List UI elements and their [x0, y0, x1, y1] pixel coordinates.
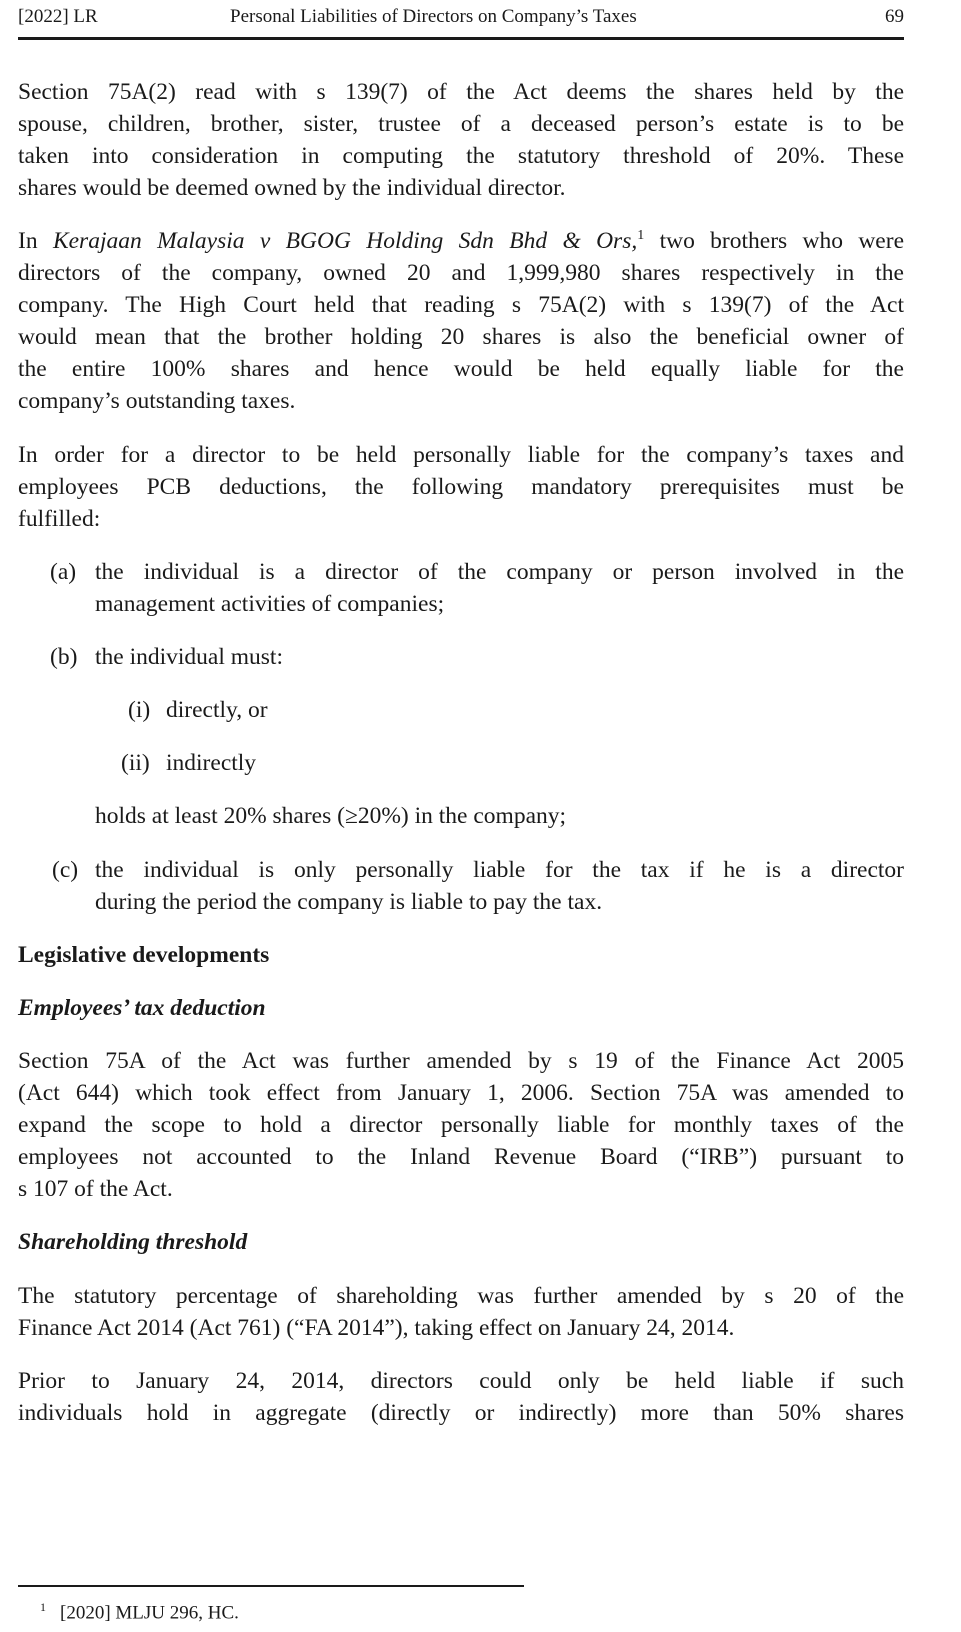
- text-line: Section 75A of the Act was further amended by s 19 of the Finance Act 2005: [18, 1048, 904, 1074]
- list-label: (c): [52, 857, 79, 883]
- sublist-label: (ii): [121, 750, 150, 776]
- header-citation: [2022] LR: [18, 6, 98, 27]
- text-line: directors of the company, owned 20 and 1,999,980 shares respectively in the: [18, 260, 904, 286]
- text-line: employees PCB deductions, the following mandatory prerequisites must be: [18, 474, 904, 500]
- text-line: fulfilled:: [18, 506, 101, 532]
- footnote: [40, 1600, 239, 1624]
- sublist-label: (i): [128, 697, 151, 723]
- sublist-item-text: directly, or: [166, 697, 268, 723]
- running-header: [18, 6, 904, 34]
- text-fragment: two brothers who were: [644, 228, 904, 254]
- subsection-heading: Shareholding threshold: [18, 1229, 248, 1255]
- list-item-text: during the period the company is liable to pay the tax.: [95, 889, 603, 915]
- page-number: 69: [885, 6, 904, 27]
- text-line: taken into consideration in computing the statutory threshold of 20%. These: [18, 143, 904, 169]
- list-item-text: the individual is a director of the company or person involved in the: [95, 559, 904, 585]
- section-heading: Legislative developments: [18, 942, 270, 968]
- list-item-text: the individual must:: [95, 644, 283, 670]
- text-line: would mean that the brother holding 20 shares is also the beneficial owner of: [18, 324, 904, 350]
- text-line: Finance Act 2014 (Act 761) (“FA 2014”), taking effect on January 24, 2014.: [18, 1315, 735, 1341]
- subsection-heading: Employees’ tax deduction: [18, 995, 266, 1021]
- text-line: Section 75A(2) read with s 139(7) of the Act deems the shares held by the: [18, 79, 904, 105]
- text-line: expand the scope to hold a director personally liable for monthly taxes of the: [18, 1112, 904, 1138]
- text-line: employees not accounted to the Inland Revenue Board (“IRB”) pursuant to: [18, 1144, 904, 1170]
- text-line: s 107 of the Act.: [18, 1176, 173, 1202]
- list-label: (b): [50, 644, 78, 670]
- text-line: shares would be deemed owned by the individual director.: [18, 175, 566, 201]
- case-name: Kerajaan Malaysia v BGOG Holding Sdn Bhd & Ors,: [52, 228, 638, 254]
- list-label: (a): [50, 559, 77, 585]
- text-line: company. The High Court held that reading s 75A(2) with s 139(7) of the Act: [18, 292, 904, 318]
- text-line: [18, 226, 904, 256]
- text-fragment: In: [18, 228, 53, 254]
- list-item-text: the individual is only personally liable for the tax if he is a director: [95, 857, 904, 883]
- text-line: The statutory percentage of shareholding was further amended by s 20 of the: [18, 1283, 904, 1309]
- text-line: the entire 100% shares and hence would be held equally liable for the: [18, 356, 904, 382]
- text-line: (Act 644) which took effect from January 1, 2006. Section 75A was amended to: [18, 1080, 904, 1106]
- text-line: individuals hold in aggregate (directly or indirectly) more than 50% shares: [18, 1400, 904, 1426]
- footnote-number: 1: [40, 1600, 46, 1614]
- list-item-text: holds at least 20% shares (≥20%) in the company;: [95, 803, 567, 829]
- list-item-text: management activities of companies;: [95, 591, 445, 617]
- text-line: In order for a director to be held personally liable for the company’s taxes and: [18, 442, 904, 468]
- footnote-reference[interactable]: 1: [637, 228, 645, 244]
- text-line: Prior to January 24, 2014, directors could only be held liable if such: [18, 1368, 904, 1394]
- footnote-text: [2020] MLJU 296, HC.: [60, 1602, 239, 1624]
- text-line: company’s outstanding taxes.: [18, 388, 296, 414]
- footnote-rule: [18, 1585, 524, 1587]
- header-title: Personal Liabilities of Directors on Company’s Taxes: [230, 6, 637, 27]
- text-line: spouse, children, brother, sister, trustee of a deceased person’s estate is to be: [18, 111, 904, 137]
- header-rule: [18, 37, 904, 40]
- sublist-item-text: indirectly: [166, 750, 257, 776]
